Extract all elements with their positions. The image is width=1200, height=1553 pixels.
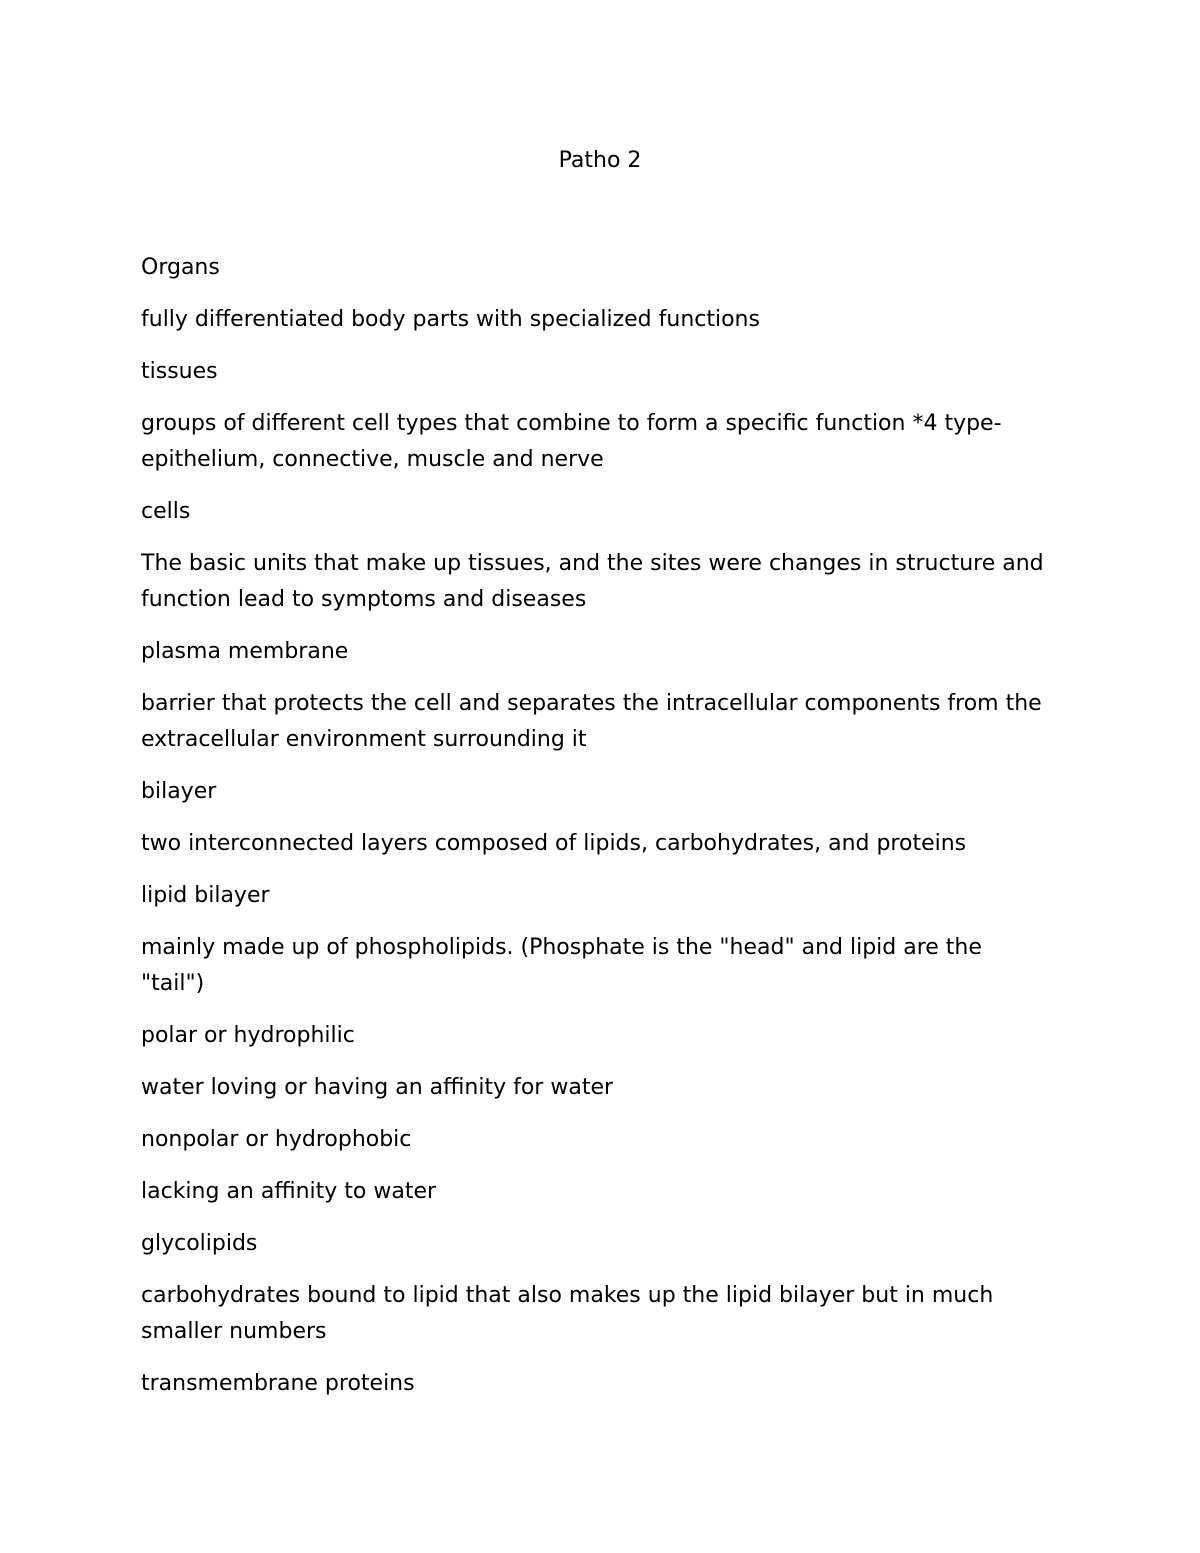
paragraph-term-glycolipids: glycolipids (141, 1231, 258, 1256)
paragraph-term-tissues: tissues (141, 359, 218, 384)
paragraph-definition-tissues: groups of different cell types that combine to form a specific function *4 type- epithelium, connective, muscle and nerve (141, 411, 1002, 472)
paragraph-definition-polar: water loving or having an affinity for water (141, 1075, 614, 1100)
paragraph-definition-plasma-membrane: barrier that protects the cell and separates the intracellular components from the extracellular environment surrounding it (141, 691, 1042, 752)
paragraph-definition-organs: fully differentiated body parts with specialized functions (141, 307, 760, 332)
paragraph-term-plasma-membrane: plasma membrane (141, 639, 349, 664)
paragraph-term-nonpolar: nonpolar or hydrophobic (141, 1127, 412, 1152)
paragraph-term-transmembrane-proteins: transmembrane proteins (141, 1371, 415, 1396)
paragraph-definition-glycolipids: carbohydrates bound to lipid that also makes up the lipid bilayer but in much smaller numbers (141, 1283, 994, 1344)
paragraph-term-lipid-bilayer: lipid bilayer (141, 883, 270, 908)
paragraph-definition-cells: The basic units that make up tissues, and the sites were changes in structure and function lead to symptoms and diseases (141, 551, 1044, 612)
paragraph-definition-bilayer: two interconnected layers composed of lipids, carbohydrates, and proteins (141, 831, 967, 856)
document-title: Patho 2 (558, 148, 642, 173)
paragraph-term-bilayer: bilayer (141, 779, 217, 804)
paragraph-definition-nonpolar: lacking an affinity to water (141, 1179, 437, 1204)
paragraph-term-cells: cells (141, 499, 191, 524)
paragraph-term-polar: polar or hydrophilic (141, 1023, 355, 1048)
document-body (141, 250, 1061, 1418)
paragraph-term-organs: Organs (141, 255, 220, 280)
paragraph-definition-lipid-bilayer: mainly made up of phospholipids. (Phosphate is the "head" and lipid are the "tail") (141, 935, 982, 996)
